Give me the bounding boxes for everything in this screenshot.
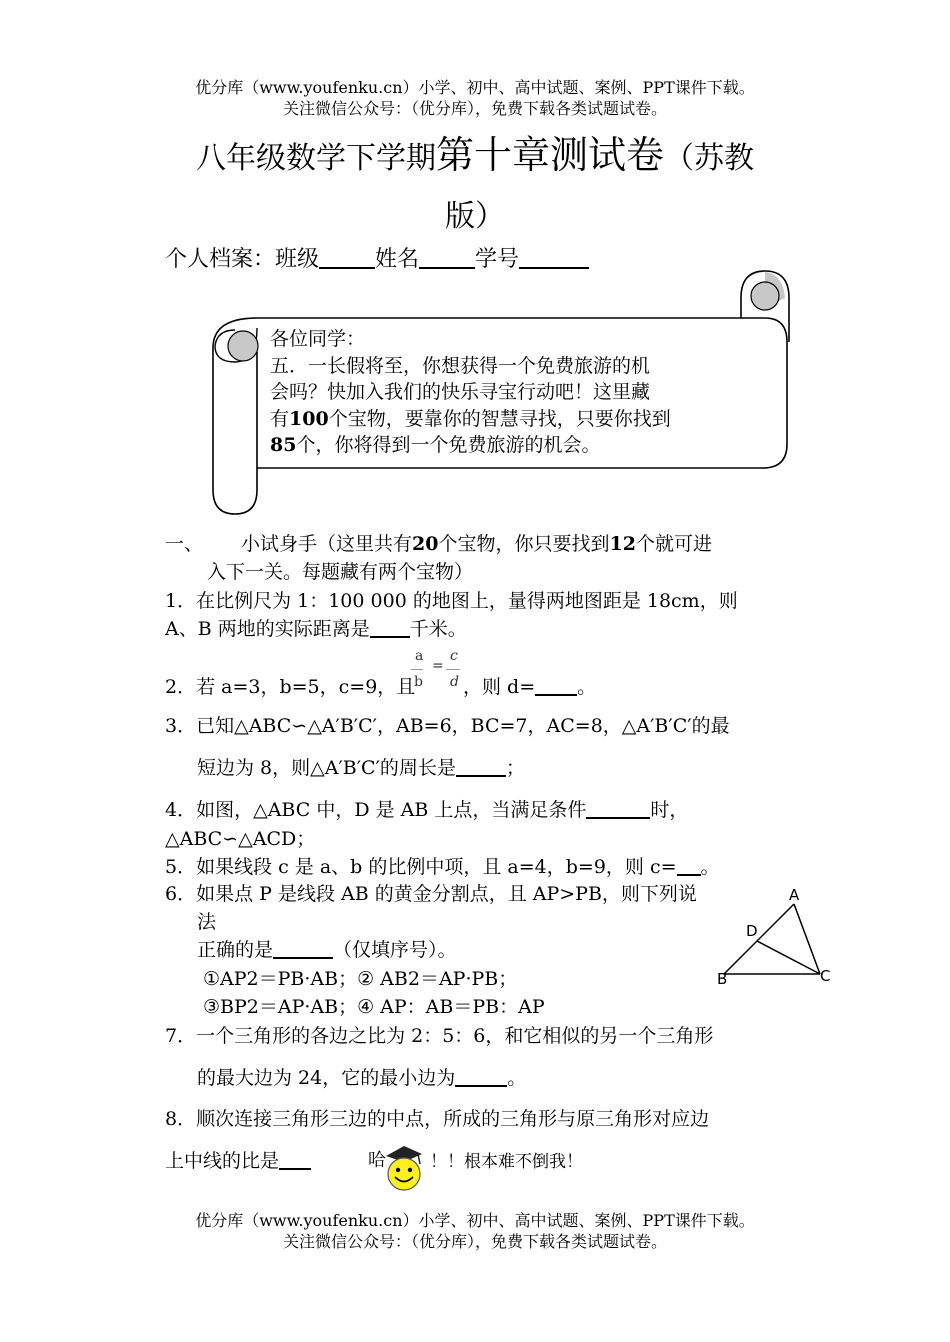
question-4-text: 4．如图，△ABC 中，D 是 AB 上点，当满足条件 <box>165 799 587 821</box>
question-2-tail-text: ，则 d= <box>463 676 536 698</box>
section-1-total: 20 <box>412 533 439 555</box>
scroll-top-curl-shade <box>751 282 779 310</box>
scroll-left-curl-shade <box>228 331 258 361</box>
title-part-3: （苏教 <box>664 141 754 176</box>
scroll-line-4-b: 个，你将得到一个免费旅游的机会。 <box>296 434 601 456</box>
question-3-blank[interactable] <box>456 755 506 777</box>
question-7-line-1: 7．一个三角形的各边之比为 2：5：6，和它相似的另一个三角形 <box>165 1025 714 1047</box>
smiley-icon <box>382 1142 426 1194</box>
question-7-blank[interactable] <box>455 1065 507 1087</box>
question-6-blank[interactable] <box>273 937 333 959</box>
smiley-face <box>388 1158 420 1190</box>
question-6-options-2: ③BP2＝AP·AB；④ AP：AB＝PB：AP <box>203 996 545 1018</box>
question-8-blank[interactable] <box>279 1148 311 1170</box>
question-5-text: 5．如果线段 c 是 a、b 的比例中项，且 a=4，b=9，则 c= <box>165 856 677 878</box>
question-2 <box>165 673 415 701</box>
question-1-unit: 千米。 <box>409 618 467 640</box>
question-6-options-1: ①AP2＝PB·AB；② AB2＝AP·PB； <box>203 968 518 990</box>
scroll-greeting: 各位同学： <box>270 328 366 350</box>
question-4-line-2: △ABC∽△ACD； <box>165 828 316 850</box>
fraction-denominator-d: d <box>450 674 459 690</box>
fraction-equals: = <box>432 658 444 674</box>
side-ab <box>724 904 794 974</box>
question-3-end: ； <box>505 757 525 779</box>
label-b: B <box>717 970 728 986</box>
fraction-denominator-b: b <box>414 674 423 690</box>
scroll-line-3-a: 有 <box>270 407 290 430</box>
section-1-text-c: 个就可进 <box>635 533 712 555</box>
question-2-end: 。 <box>577 676 597 698</box>
question-2-fraction <box>410 648 462 692</box>
question-3-line-1: 3．已知△ABC∽△A′B′C′，AB=6，BC=7，AC=8，△A′B′C′的最 <box>165 715 730 737</box>
label-c: C <box>820 967 831 985</box>
question-6-line-2: 法 <box>197 911 217 933</box>
page-title-line-2: 版） <box>445 199 505 234</box>
title-part-2: 第十章测试卷 <box>435 133 664 177</box>
scroll-line-4 <box>270 432 740 459</box>
question-4-tail: 时， <box>650 799 689 821</box>
question-1-blank[interactable] <box>370 616 410 638</box>
question-2-tail <box>463 673 596 701</box>
section-1-goal: 12 <box>609 533 636 555</box>
fraction-numerator-c: c <box>450 648 458 664</box>
question-3-text: 短边为 8，则△A′B′C′的周长是 <box>197 757 456 779</box>
treasure-total: 100 <box>289 407 329 430</box>
scroll-text <box>270 326 740 459</box>
question-1-line-2 <box>165 615 467 643</box>
number-blank[interactable] <box>519 247 589 269</box>
question-7-end: 。 <box>507 1067 527 1089</box>
segment-cd <box>757 941 820 974</box>
question-4-blank[interactable] <box>586 797 650 819</box>
question-7-text: 的最大边为 24，它的最小边为 <box>197 1067 456 1089</box>
question-8-line-1: 8．顺次连接三角形三边的中点，所成的三角形与原三角形对应边 <box>165 1108 710 1130</box>
section-1-number: 一、 <box>165 533 204 555</box>
scroll-line-3 <box>270 406 740 433</box>
question-3-line-2 <box>197 754 525 782</box>
question-6-line-1: 6．如果点 P 是线段 AB 的黄金分割点，且 AP>PB，则下列说 <box>165 883 697 905</box>
label-d: D <box>746 922 758 940</box>
question-6-line-3 <box>197 936 457 964</box>
section-1-heading-line-2: 入下一关。每题藏有两个宝物） <box>207 561 474 583</box>
question-6-hint: （仅填序号）。 <box>333 939 457 961</box>
fraction-bar-left <box>411 669 423 670</box>
class-blank[interactable] <box>319 247 375 269</box>
scroll-line-3-b: 个宝物，要靠你的智慧寻找，只要你找到 <box>328 407 671 430</box>
side-ac <box>794 904 820 974</box>
question-2-text: 2．若 a=3，b=5，c=9，且 <box>165 676 416 698</box>
question-2-blank[interactable] <box>535 674 577 696</box>
triangle-figure <box>710 884 840 986</box>
scroll-line-2: 会吗？快加入我们的快乐寻宝行动吧！这里藏 <box>270 381 651 403</box>
footer-line-2: 关注微信公众号：（优分库），免费下载各类试题试卷。 <box>282 1232 667 1251</box>
question-5 <box>165 853 720 881</box>
question-8-line-2 <box>165 1147 311 1175</box>
question-7-line-2 <box>197 1064 526 1092</box>
label-a: A <box>789 886 800 904</box>
section-1-text-a: 小试身手（这里共有 <box>241 533 413 555</box>
question-5-blank[interactable] <box>677 854 701 876</box>
question-5-end: 。 <box>700 856 720 878</box>
treasure-goal: 85 <box>270 434 297 456</box>
profile-class-label: 个人档案：班级 <box>165 247 320 272</box>
scroll-line-1: 五．一长假将至，你想获得一个免费旅游的机 <box>270 354 651 377</box>
header-line-1: 优分库（www.youfenku.cn）小学、初中、高中试题、案例、PPT课件下载。 <box>195 78 755 97</box>
section-1-text-b: 个宝物，你只要找到 <box>438 533 610 555</box>
question-4-line-1 <box>165 796 688 824</box>
question-8-text: 上中线的比是 <box>165 1150 280 1172</box>
section-1-heading <box>165 530 712 558</box>
question-1-line-1: 1．在比例尺为 1：100 000 的地图上，量得两地图距是 18cm，则 <box>165 590 738 612</box>
fraction-bar-right <box>446 669 460 670</box>
question-8-exclaim: ！！根本难不倒我！ <box>430 1152 583 1172</box>
header-line-2: 关注微信公众号：（优分库），免费下载各类试题试卷。 <box>282 99 667 118</box>
title-part-1: 八年级数学下学期 <box>195 141 436 176</box>
name-blank[interactable] <box>419 247 475 269</box>
question-8-ha: 哈 <box>368 1150 386 1171</box>
page-title <box>150 134 800 180</box>
question-6-text: 正确的是 <box>197 939 274 961</box>
fraction-numerator-a: a <box>415 648 424 664</box>
question-1-text: A、B 两地的实际距离是 <box>165 618 370 640</box>
profile-name-label: 姓名 <box>375 247 420 272</box>
footer-line-1: 优分库（www.youfenku.cn）小学、初中、高中试题、案例、PPT课件下载。 <box>195 1211 755 1230</box>
profile-number-label: 学号 <box>475 247 520 272</box>
